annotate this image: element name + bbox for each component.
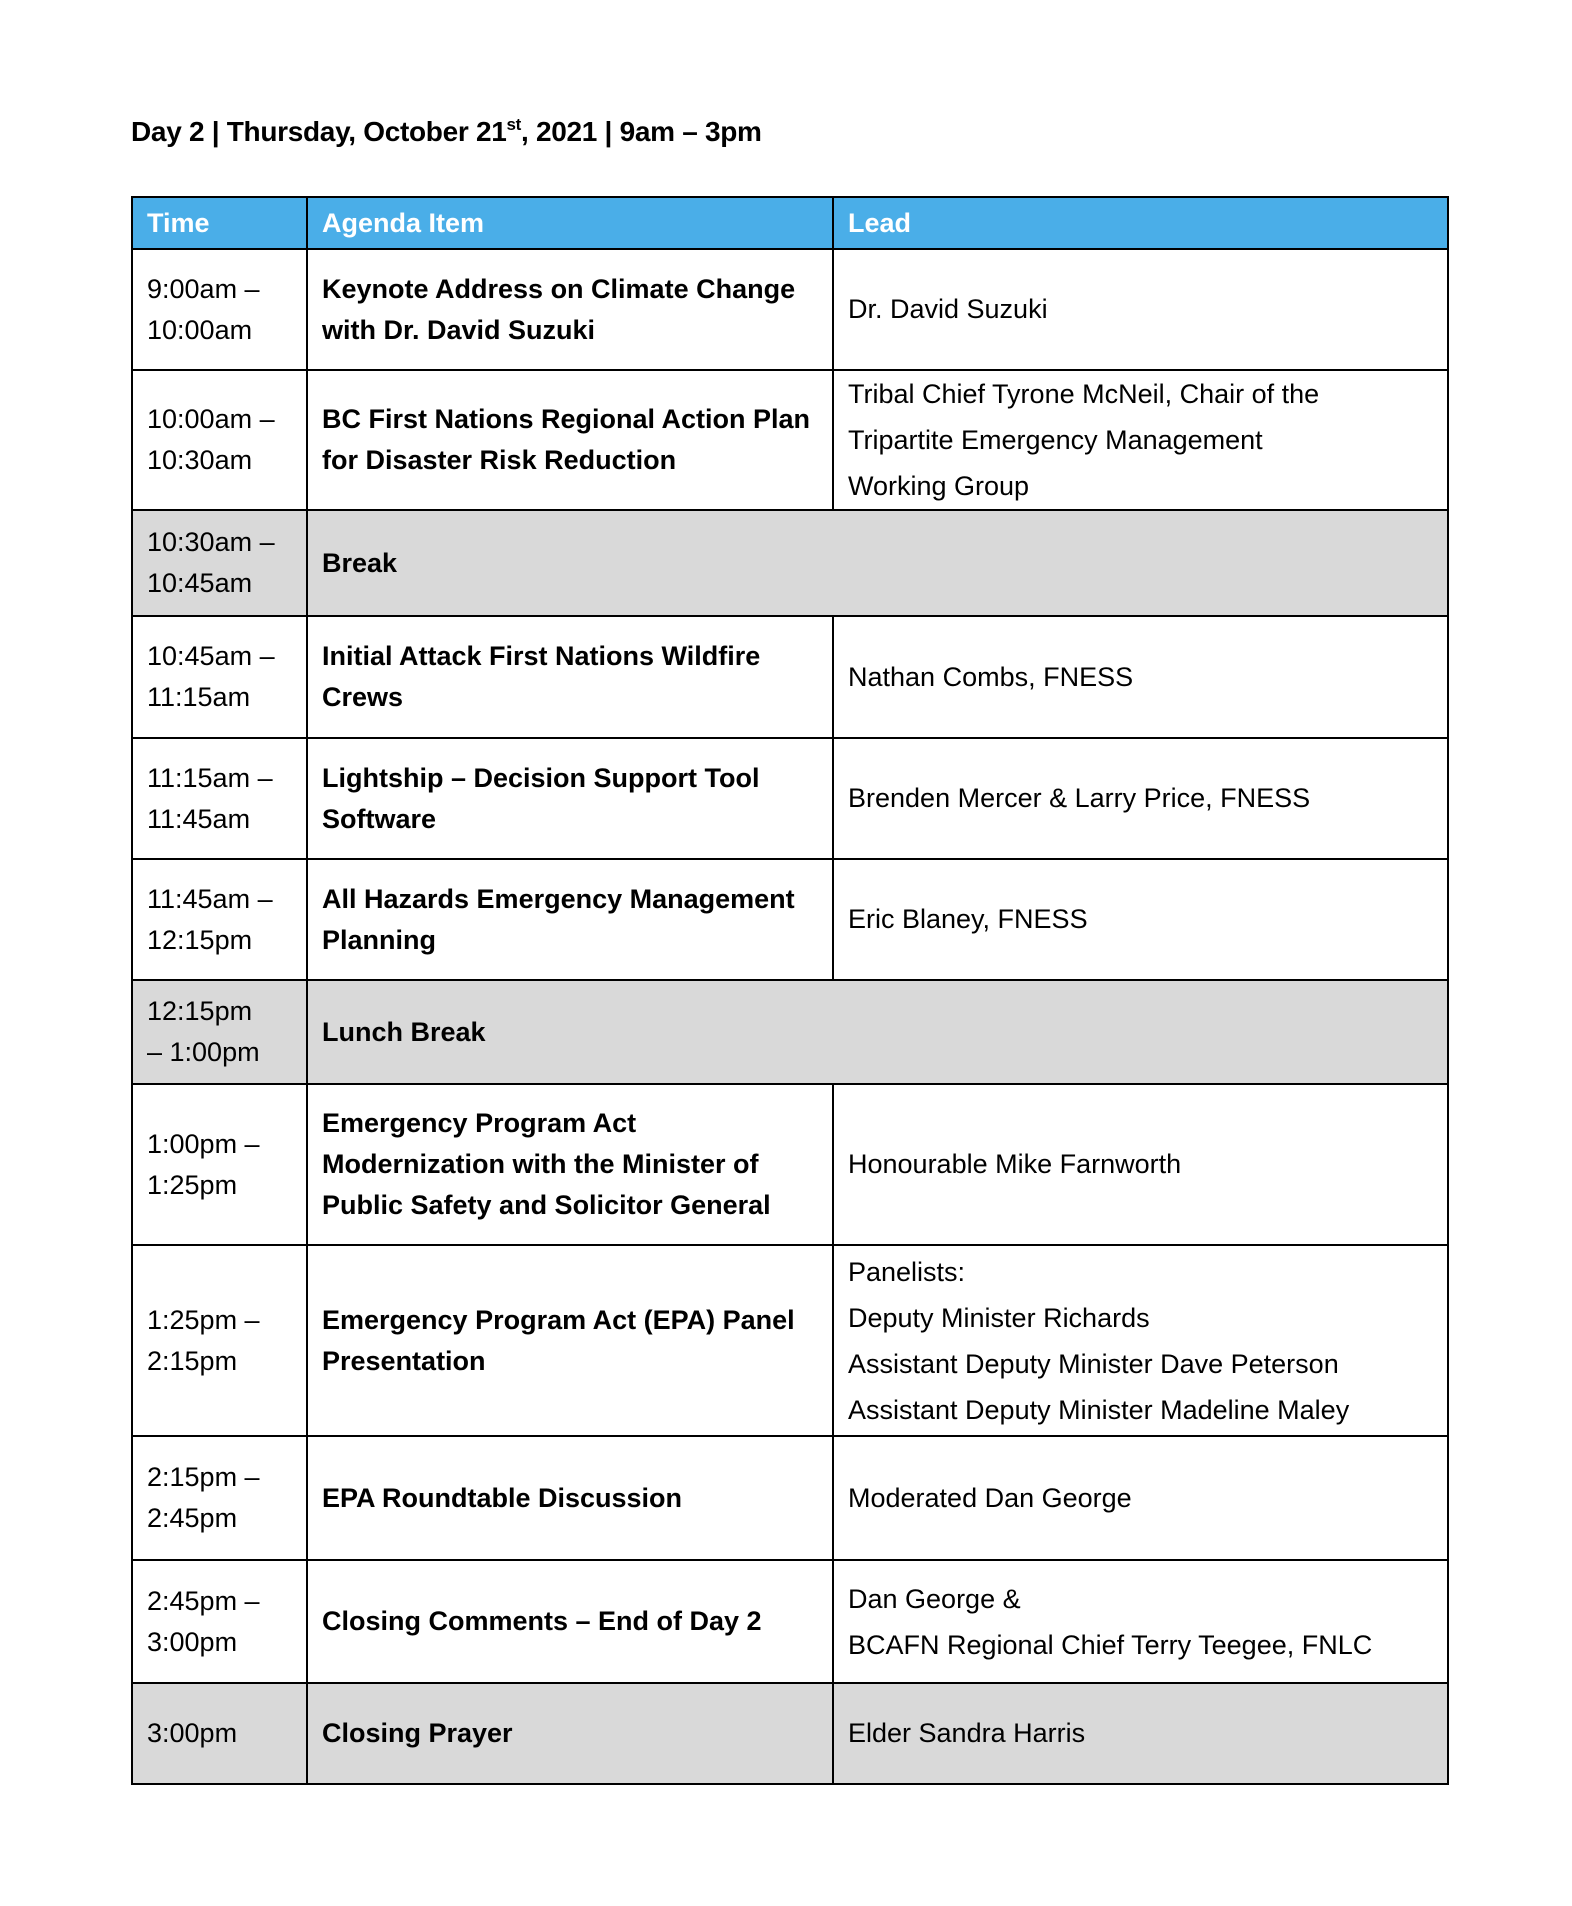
title-ordinal-suffix: st: [506, 115, 522, 134]
lead-cell: [833, 1683, 1448, 1784]
lead-cell: [833, 370, 1448, 510]
time-cell: [132, 738, 307, 859]
lead-cell: [833, 1560, 1448, 1683]
lead-cell: [833, 1245, 1448, 1436]
time-text: 10:30am: [147, 445, 253, 475]
lead-text: Eric Blaney, FNESS: [848, 904, 1088, 934]
time-cell: [132, 370, 307, 510]
agenda-item-cell: Initial Attack First Nations Wildfire Crews: [307, 616, 833, 738]
lead-text: Tribal Chief Tyrone McNeil, Chair of the: [848, 379, 1320, 409]
lead-cell: [833, 738, 1448, 859]
time-text: 2:45pm –: [147, 1585, 260, 1616]
agenda-item-cell: Break: [307, 510, 1448, 616]
lead-text: Nathan Combs, FNESS: [848, 661, 1134, 692]
time-text: 1:25pm: [147, 1169, 238, 1200]
table-row: [132, 1436, 1448, 1560]
time-text: – 1:00pm: [147, 1037, 260, 1067]
lead-cell: [833, 616, 1448, 738]
time-text: 10:00am –: [147, 404, 275, 434]
table-row: [132, 1245, 1448, 1436]
time-text: 1:25pm –: [147, 1304, 260, 1335]
time-text: 2:15pm: [147, 1345, 238, 1376]
table-row: [132, 738, 1448, 859]
time-cell: [132, 1560, 307, 1683]
time-cell: [132, 1084, 307, 1245]
time-text: 11:45am: [147, 803, 251, 834]
lead-text: Dan George &: [848, 1583, 1021, 1614]
time-text: 9:00am –: [147, 273, 260, 304]
lead-text: Assistant Deputy Minister Dave Peterson: [848, 1348, 1339, 1379]
lead-text: Moderated Dan George: [848, 1482, 1132, 1513]
time-text: 3:00pm: [147, 1626, 238, 1657]
lead-text: Assistant Deputy Minister Madeline Maley: [848, 1394, 1350, 1425]
table-row: [132, 616, 1448, 738]
time-text: 2:15pm –: [147, 1462, 260, 1492]
time-cell: [132, 1683, 307, 1784]
table-row: [132, 1683, 1448, 1784]
time-cell: [132, 510, 307, 616]
agenda-item-cell: Emergency Program Act (EPA) Panel Presentation: [307, 1245, 833, 1436]
table-row: [132, 1084, 1448, 1245]
lead-cell: [833, 859, 1448, 980]
column-header-lead: Lead: [833, 197, 1448, 249]
lead-text: Tripartite Emergency Management: [848, 425, 1263, 455]
table-row: [132, 249, 1448, 370]
agenda-item-cell: Keynote Address on Climate Change with Dr. David Suzuki: [307, 249, 833, 370]
agenda-item-cell: Lightship – Decision Support Tool Software: [307, 738, 833, 859]
time-cell: [132, 1436, 307, 1560]
time-cell: [132, 980, 307, 1084]
agenda-item-cell: EPA Roundtable Discussion: [307, 1436, 833, 1560]
table-row: [132, 859, 1448, 980]
table-row: [132, 1560, 1448, 1683]
lead-text: Honourable Mike Farnworth: [848, 1149, 1182, 1179]
agenda-item-cell: All Hazards Emergency Management Planning: [307, 859, 833, 980]
time-text: 11:15am –: [147, 762, 273, 793]
time-text: 12:15pm: [147, 996, 253, 1026]
agenda-item-cell: Closing Comments – End of Day 2: [307, 1560, 833, 1683]
time-text: 10:30am –: [147, 527, 275, 557]
page-title: [131, 116, 762, 148]
time-text: 11:15am: [147, 682, 251, 712]
lead-text: Brenden Mercer & Larry Price, FNESS: [848, 783, 1311, 813]
time-cell: [132, 1245, 307, 1436]
lead-text: Dr. David Suzuki: [848, 294, 1048, 324]
column-header-agenda-item: Agenda Item: [307, 197, 833, 249]
time-text: 12:15pm: [147, 924, 253, 955]
time-text: 11:45am –: [147, 883, 273, 914]
lead-text: Panelists:: [848, 1256, 966, 1287]
agenda-item-cell: Closing Prayer: [307, 1683, 833, 1784]
time-cell: [132, 616, 307, 738]
table-row: [132, 370, 1448, 510]
agenda-item-cell: BC First Nations Regional Action Plan for Disaster Risk Reduction: [307, 370, 833, 510]
lead-cell: [833, 1436, 1448, 1560]
table-row-break: [132, 510, 1448, 616]
time-cell: [132, 859, 307, 980]
time-text: 10:00am: [147, 314, 253, 345]
time-text: 3:00pm: [147, 1718, 238, 1748]
lead-text: Elder Sandra Harris: [848, 1718, 1086, 1748]
column-header-time: Time: [132, 197, 307, 249]
time-cell: [132, 249, 307, 370]
title-text-end: , 2021 | 9am – 3pm: [521, 116, 762, 147]
agenda-body: [132, 249, 1448, 1784]
table-header-row: [132, 197, 1448, 249]
title-text: Day 2 | Thursday, October 21: [131, 116, 507, 147]
agenda-table: [131, 196, 1449, 1785]
agenda-item-cell: Emergency Program Act Modernization with the Minister of Public Safety and Solicitor General: [307, 1084, 833, 1245]
time-text: 1:00pm –: [147, 1128, 260, 1159]
lead-text: Deputy Minister Richards: [848, 1302, 1150, 1333]
lead-text: Working Group: [848, 471, 1030, 501]
time-text: 10:45am: [147, 568, 253, 598]
agenda-item-cell: Lunch Break: [307, 980, 1448, 1084]
lead-cell: [833, 249, 1448, 370]
time-text: 10:45am –: [147, 641, 275, 671]
time-text: 2:45pm: [147, 1503, 238, 1533]
lead-text: BCAFN Regional Chief Terry Teegee, FNLC: [848, 1629, 1373, 1660]
table-row-break: [132, 980, 1448, 1084]
lead-cell: [833, 1084, 1448, 1245]
